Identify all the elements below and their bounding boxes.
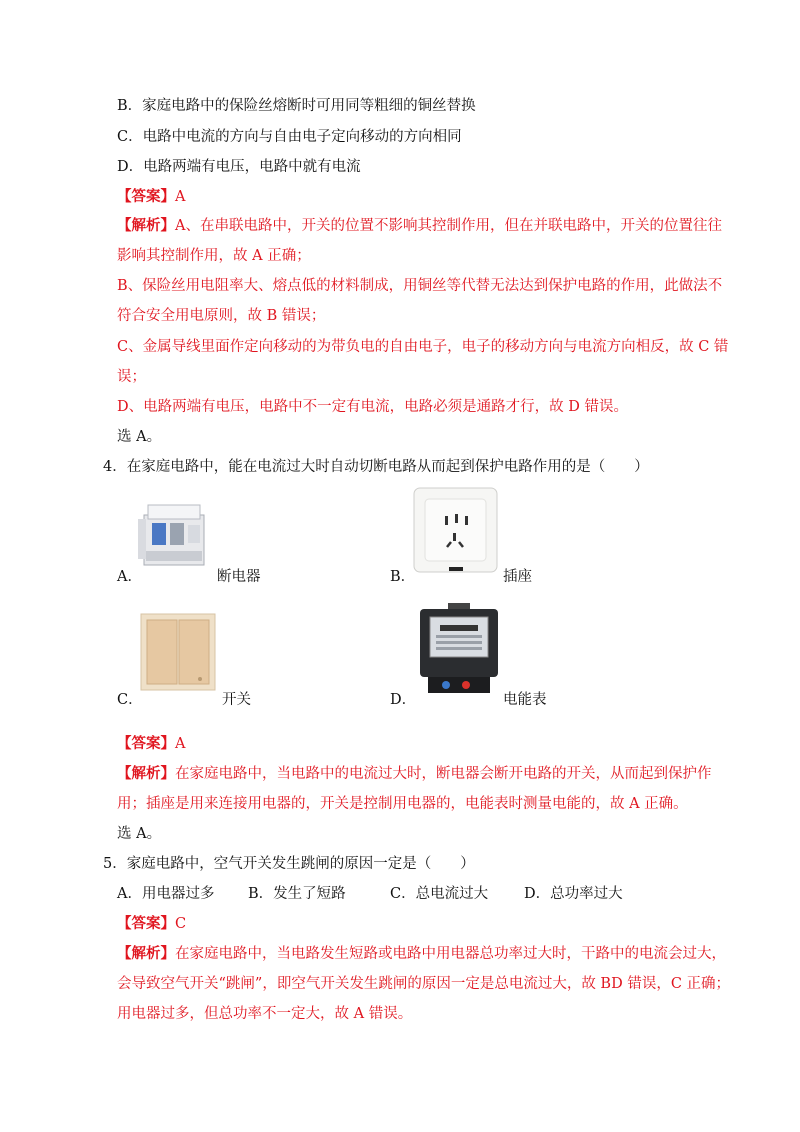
q3-analysis-line-3: B、保险丝用电阻率大、熔点低的材料制成，用铜丝等代替无法达到保护电路的作用，此做法不	[117, 278, 723, 294]
answer-value: C	[175, 916, 187, 932]
q5-analysis-line-2: 会导致空气开关“跳闸”，即空气开关发生跳闸的原因一定是总电流过大，故 BD 错误，C 正确；	[117, 976, 731, 992]
analysis-tag: 【解析】	[117, 765, 175, 782]
q3-analysis-line-1	[117, 216, 722, 236]
q3-analysis-line-6: 误；	[117, 369, 146, 385]
q5-analysis-line-3: 用电器过多，但总功率不一定大，故 A 错误。	[117, 1006, 413, 1022]
q4-answer	[117, 734, 185, 754]
circuit-breaker-image	[134, 497, 212, 572]
q4-analysis-line-1	[117, 764, 712, 784]
q3-select: 选 A。	[117, 429, 162, 445]
q4-option-c-label: 开关	[222, 692, 251, 708]
q4-stem: 4．在家庭电路中，能在电流过大时自动切断电路从而起到保护电路作用的是（ ）	[103, 459, 649, 475]
q4-option-a-label: 断电器	[217, 569, 261, 585]
q4-option-b-letter: B．	[390, 569, 416, 585]
electric-meter-image	[418, 603, 500, 695]
q5-answer	[117, 914, 186, 934]
q5-option-a: A．用电器过多	[117, 886, 215, 902]
q4-select: 选 A。	[117, 826, 162, 842]
q3-option-b: B．家庭电路中的保险丝熔断时可用同等粗细的铜丝替换	[117, 98, 476, 114]
q3-analysis-line-4: 符合安全用电原则，故 B 错误；	[117, 308, 326, 324]
q5-analysis-line-1	[117, 944, 726, 964]
answer-tag: 【答案】	[117, 915, 175, 932]
analysis-tag: 【解析】	[117, 945, 175, 962]
answer-tag: 【答案】	[117, 735, 175, 752]
q5-option-b: B．发生了短路	[248, 886, 346, 902]
q3-analysis-line-2: 影响其控制作用，故 A 正确；	[117, 248, 311, 264]
analysis-text: A、在串联电路中，开关的位置不影响其控制作用，但在并联电路中，开关的位置往往	[175, 218, 722, 234]
q3-option-d: D．电路两端有电压，电路中就有电流	[117, 159, 361, 175]
q4-analysis-line-2: 用；插座是用来连接用电器的，开关是控制用电器的，电能表时测量电能的，故 A 正确。	[117, 796, 688, 812]
q4-option-b-label: 插座	[503, 569, 532, 585]
q4-option-c-letter: C．	[117, 692, 143, 708]
answer-value: A	[175, 736, 186, 752]
analysis-text: 在家庭电路中，当电路中的电流过大时，断电器会断开电路的开关，从而起到保护作	[175, 766, 712, 782]
analysis-tag: 【解析】	[117, 217, 175, 234]
q5-option-c: C．总电流过大	[390, 886, 489, 902]
q3-answer	[117, 187, 185, 207]
q5-option-d: D．总功率过大	[524, 886, 623, 902]
switch-image	[140, 613, 216, 691]
q3-option-c: C．电路中电流的方向与自由电子定向移动的方向相同	[117, 129, 462, 145]
q3-analysis-line-7: D、电路两端有电压，电路中不一定有电流，电路必须是通路才行，故 D 错误。	[117, 399, 628, 415]
q4-option-d-letter: D．	[390, 692, 417, 708]
answer-value: A	[175, 189, 186, 205]
q4-option-d-label: 电能表	[503, 692, 547, 708]
q3-analysis-line-5: C、金属导线里面作定向移动的为带负电的自由电子，电子的移动方向与电流方向相反，故 C 错	[117, 339, 729, 355]
q5-stem: 5．家庭电路中，空气开关发生跳闸的原因一定是（ ）	[103, 856, 475, 872]
analysis-text: 在家庭电路中，当电路发生短路或电路中用电器总功率过大时，干路中的电流会过大，	[175, 946, 726, 962]
answer-tag: 【答案】	[117, 188, 175, 205]
q4-option-a-letter: A．	[117, 569, 142, 585]
socket-image	[413, 487, 498, 577]
